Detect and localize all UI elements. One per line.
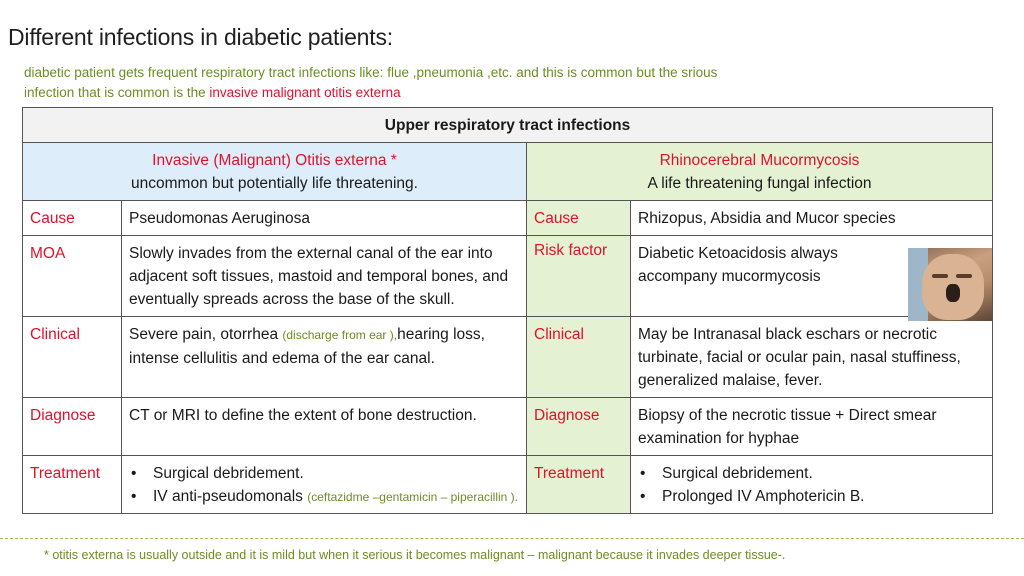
right-risk-label: Risk factor [527,236,631,317]
right-diagnose-label: Diagnose [527,398,631,456]
right-treatment-label: Treatment [527,456,631,514]
right-diagnose-text: Biopsy of the necrotic tissue + Direct smear examination for hyphae [631,398,993,456]
left-diagnose-label: Diagnose [23,398,122,456]
left-disease-header [23,143,527,201]
table-subheader-row [23,143,993,201]
right-cause-text: Rhizopus, Absidia and Mucor species [631,201,993,236]
list-item: • Prolonged IV Amphotericin B. [638,485,985,508]
right-treatment-list [638,462,985,508]
left-disease-subtitle: uncommon but potentially life threatening. [131,175,418,192]
table-row [23,456,993,514]
right-disease-title: Rhinocerebral Mucormycosis [659,152,860,169]
left-moa-label: MOA [23,236,122,317]
right-cause-label: Cause [527,201,631,236]
left-clinical-text-a: Severe pain, otorrhea [129,326,283,343]
intro-highlight: invasive malignant otitis externa [209,85,401,100]
left-clinical-note: (discharge from ear ), [282,328,398,342]
list-item: • Surgical debridement. [638,462,985,485]
table-row [23,201,993,236]
photo-eye-left [932,274,948,278]
list-item [129,485,519,508]
left-clinical-label: Clinical [23,317,122,398]
left-diagnose-text: CT or MRI to define the extent of bone destruction. [122,398,527,456]
footer-divider [0,538,1024,539]
right-clinical-text: May be Intranasal black eschars or necrotic turbinate, facial or ocular pain, nasal stuffiness, generalized malaise, fever. [631,317,993,398]
left-treatment-list [129,462,519,508]
left-disease-title: Invasive (Malignant) Otitis externa * [152,152,397,169]
list-item: • Surgical debridement. [129,462,519,485]
table-header: Upper respiratory tract infections [23,108,993,143]
intro-line1: diabetic patient gets frequent respiratory tract infections like: flue ,pneumonia ,etc. and this is common but the srious [24,65,718,80]
page-title: Different infections in diabetic patients: [8,24,393,50]
left-treatment-bullet2: IV anti-pseudomonals [153,488,308,505]
left-cause-text: Pseudomonas Aeruginosa [122,201,527,236]
left-moa-text: Slowly invades from the external canal of the ear into adjacent soft tissues, mastoid and temporal bones, and eventually spreads across the base of the skull. [122,236,527,317]
infections-table [22,107,993,514]
photo-eye-right [956,274,972,278]
right-risk-text: Diabetic Ketoacidosis always accompany mucormycosis [631,236,993,317]
left-clinical-text-b: hearing loss, intense cellulitis and edema of the ear canal. [129,326,485,367]
table-row [23,317,993,398]
left-clinical-cell [122,317,527,398]
table-header-row [23,108,993,143]
intro-text [24,63,884,103]
photo-eschar [946,284,960,302]
right-disease-header [527,143,993,201]
table-row [23,236,993,317]
right-clinical-label: Clinical [527,317,631,398]
table-row [23,398,993,456]
patient-photo [908,248,992,321]
left-treatment-label: Treatment [23,456,122,514]
right-disease-subtitle: A life threatening fungal infection [647,175,872,192]
left-cause-label: Cause [23,201,122,236]
left-treatment-note: (ceftazidme –gentamicin – piperacillin ). [307,490,518,504]
left-treatment-cell [122,456,527,514]
footnote: * otitis externa is usually outside and it is mild but when it serious it becomes malignant – malignant because it invades deeper tissue-. [44,548,786,562]
right-treatment-cell [631,456,993,514]
intro-line2: infection that is common is the [24,85,210,100]
